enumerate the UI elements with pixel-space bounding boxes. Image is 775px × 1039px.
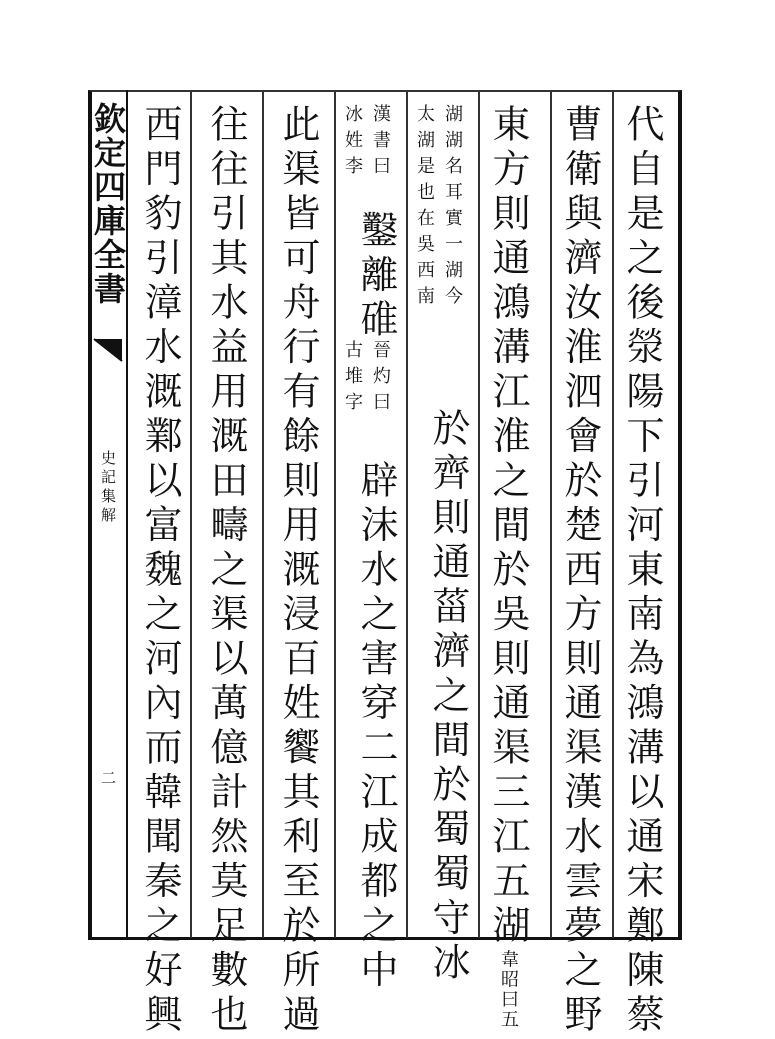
text-column: 此渠皆可舟行有餘則用溉浸百姓饗其利至於所過 [276, 104, 320, 1039]
page-number: 二 [99, 770, 117, 785]
column-rule [262, 92, 264, 938]
main-text: 東方則通鴻溝江淮之間於吳則通渠三江五湖 [486, 104, 530, 950]
text-column: 代自是之後滎陽下引河東南為鴻溝以通宋鄭陳蔡 [620, 104, 664, 1039]
text-column [480, 104, 536, 1030]
column-rule [406, 92, 408, 938]
annotation-column: 晉灼曰 [370, 340, 391, 418]
annotation-column: 古堆字 [342, 340, 363, 418]
text-column: 鑿離碓 [354, 210, 398, 344]
text-column: 於齊則通菑濟之間於蜀蜀守冰 [426, 408, 470, 987]
fishtail-mark-icon [92, 335, 124, 365]
book-title: 欽定四庫全書 [89, 102, 127, 306]
column-rule [190, 92, 192, 938]
text-column: 往往引其水益用溉田疇之渠以萬億計然莫足數也 [204, 104, 248, 1039]
text-column: 曹衛與濟汝淮泗會於楚西方則通渠漢水雲夢之野 [558, 104, 602, 1039]
text-column: 西門豹引漳水溉鄴以富魏之河內而韓聞秦之好興 [138, 104, 182, 1039]
annotation-column: 漢書曰 [370, 104, 391, 182]
annotation-column: 太湖是也在吳西南 [414, 104, 435, 312]
annotation-text: 韋昭曰五 [498, 949, 519, 1030]
annotation-column: 冰姓李 [342, 104, 363, 182]
column-rule [334, 92, 336, 938]
annotation-column: 湖湖名耳實一湖今 [442, 104, 463, 312]
chapter-title: 史記集解 [99, 450, 117, 526]
text-column: 辟沫水之害穿二江成都之中 [354, 460, 398, 994]
